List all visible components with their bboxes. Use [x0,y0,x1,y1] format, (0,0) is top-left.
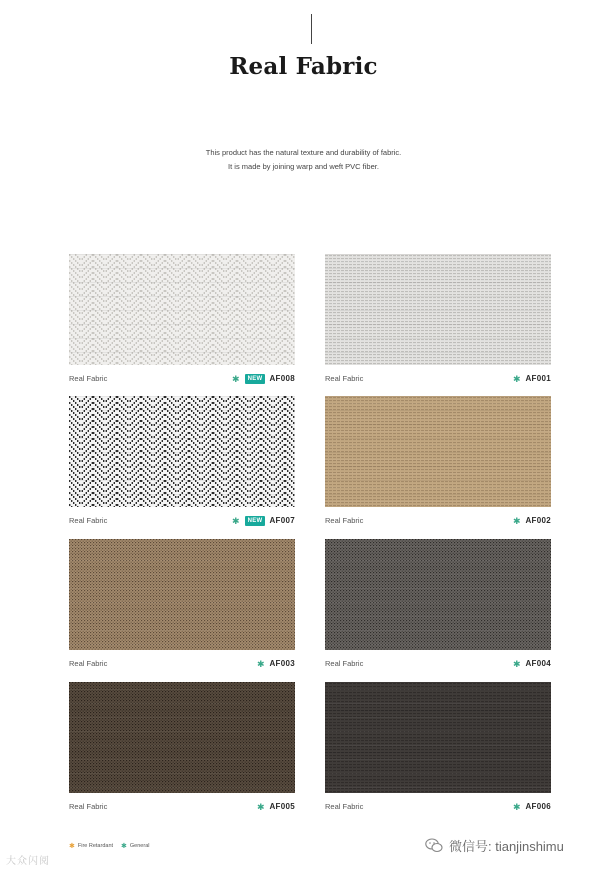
fabric-swatch [325,396,551,507]
general-star-icon: ✱ [121,843,127,850]
fabric-swatch [325,682,551,793]
product-label: Real Fabric [325,374,364,383]
new-badge: NEW [245,516,266,526]
page-title: Real Fabric [229,53,378,80]
fabric-swatch [69,254,295,365]
product-label: Real Fabric [69,516,108,525]
general-star-icon: ✱ [512,802,521,812]
legend-general-label: General [129,843,150,849]
product-code: AF008 [269,374,295,383]
legend-fire-retardant [69,842,113,850]
legend-fire-label: Fire Retardant [77,843,114,849]
product-label: Real Fabric [69,802,108,811]
product-caption [69,801,295,813]
page-description [0,146,607,174]
fabric-swatch [325,254,551,365]
general-star-icon: ✱ [256,802,265,812]
product-label: Real Fabric [69,659,108,668]
top-divider-line [311,14,312,44]
product-caption [69,658,295,670]
description-line-2: It is made by joining warp and weft PVC fiber. [228,162,379,171]
product-caption [325,658,551,670]
product-code: AF001 [525,374,551,383]
general-star-icon: ✱ [512,374,521,384]
product-caption [325,515,551,527]
legend-general [121,842,149,850]
general-star-icon: ✱ [512,659,521,669]
fabric-swatch [69,396,295,507]
fabric-swatch [69,539,295,650]
product-label: Real Fabric [69,374,108,383]
product-label: Real Fabric [325,516,364,525]
fire-retardant-star-icon: ✱ [69,843,75,850]
fabric-swatch [69,682,295,793]
watermark-right [425,836,564,855]
product-caption [325,801,551,813]
product-code: AF003 [269,659,295,668]
product-label: Real Fabric [325,659,364,668]
new-badge: NEW [245,374,266,384]
legend [69,842,157,850]
product-caption [69,515,295,527]
fabric-swatch [325,539,551,650]
product-caption [69,373,295,385]
general-star-icon: ✱ [256,659,265,669]
product-code: AF006 [525,802,551,811]
watermark-left: 大众闪阅 [6,856,50,867]
general-star-icon: ✱ [232,374,240,384]
watermark-wechat-id: 微信号: tianjinshimu [449,839,564,854]
product-caption [325,373,551,385]
description-line-1: This product has the natural texture and durability of fabric. [205,148,402,157]
wechat-icon [425,838,443,853]
product-code: AF002 [525,516,551,525]
product-label: Real Fabric [325,802,364,811]
product-code: AF004 [525,659,551,668]
general-star-icon: ✱ [512,516,521,526]
product-code: AF005 [269,802,295,811]
product-code: AF007 [269,516,295,525]
general-star-icon: ✱ [232,516,240,526]
